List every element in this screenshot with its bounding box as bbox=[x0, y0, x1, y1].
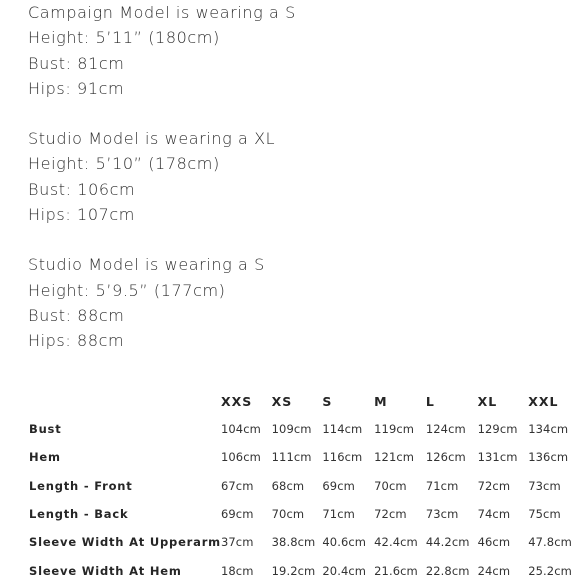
table-cell: 136cm bbox=[528, 450, 569, 465]
table-row bbox=[29, 472, 580, 500]
model-title: Studio Model is wearing a XL bbox=[28, 129, 276, 149]
model-block-campaign bbox=[28, 0, 568, 101]
model-block-studio-s bbox=[28, 252, 568, 353]
table-cell: 72cm bbox=[374, 507, 407, 522]
table-cell: 71cm bbox=[322, 507, 355, 522]
table-cell: 70cm bbox=[271, 507, 305, 522]
model-block-studio-xl bbox=[28, 126, 568, 227]
model-height: Height: 5’9.5” (177cm) bbox=[28, 280, 226, 300]
table-cell: 106cm bbox=[220, 450, 261, 465]
table-cell: 69cm bbox=[322, 478, 355, 493]
size-header-m: M bbox=[374, 393, 388, 409]
table-row bbox=[29, 500, 580, 528]
row-label: Sleeve Width At Hem bbox=[29, 563, 182, 578]
size-header-row bbox=[29, 387, 580, 415]
row-label: Sleeve Width At Upperarm bbox=[29, 535, 221, 550]
model-bust: Bust: 88cm bbox=[28, 305, 125, 325]
table-cell: 18cm bbox=[220, 563, 254, 578]
table-cell: 73cm bbox=[425, 507, 459, 522]
table-cell: 20.4cm bbox=[322, 563, 367, 578]
table-cell: 68cm bbox=[271, 478, 305, 493]
model-height: Height: 5’10” (178cm) bbox=[28, 154, 220, 174]
table-cell: 124cm bbox=[425, 422, 466, 437]
table-cell: 42.4cm bbox=[374, 535, 418, 550]
table-cell: 126cm bbox=[425, 450, 466, 465]
table-cell: 74cm bbox=[477, 507, 511, 522]
table-cell: 44.2cm bbox=[425, 535, 470, 550]
table-cell: 129cm bbox=[477, 422, 518, 437]
table-cell: 73cm bbox=[528, 478, 561, 493]
size-header-xs: XS bbox=[271, 393, 293, 409]
size-header-xxs: XXS bbox=[220, 393, 253, 409]
table-cell: 47.8cm bbox=[528, 535, 572, 550]
table-cell: 71cm bbox=[425, 478, 459, 493]
table-cell: 37cm bbox=[220, 535, 254, 550]
row-label: Length - Back bbox=[29, 507, 129, 522]
table-cell: 114cm bbox=[322, 422, 363, 437]
table-cell: 22.8cm bbox=[425, 563, 470, 578]
table-row bbox=[29, 556, 580, 584]
row-label: Bust bbox=[29, 422, 62, 437]
size-chart-table bbox=[29, 387, 580, 585]
table-cell: 67cm bbox=[220, 478, 254, 493]
size-header-l: L bbox=[425, 393, 435, 409]
table-row bbox=[29, 415, 580, 443]
model-bust: Bust: 106cm bbox=[28, 179, 136, 199]
table-cell: 46cm bbox=[477, 535, 511, 550]
table-cell: 72cm bbox=[477, 478, 511, 493]
model-title: Campaign Model is wearing a S bbox=[28, 3, 296, 22]
table-cell: 21.6cm bbox=[374, 563, 418, 578]
table-cell: 131cm bbox=[477, 450, 518, 465]
table-cell: 111cm bbox=[271, 450, 312, 465]
table-cell: 70cm bbox=[374, 478, 407, 493]
row-label: Length - Front bbox=[29, 478, 133, 493]
model-info bbox=[28, 0, 568, 379]
model-bust: Bust: 81cm bbox=[28, 53, 125, 73]
size-header-xl: XL bbox=[477, 393, 498, 409]
table-cell: 25.2cm bbox=[528, 563, 572, 578]
table-cell: 19.2cm bbox=[271, 563, 316, 578]
table-cell: 75cm bbox=[528, 507, 561, 522]
table-cell: 24cm bbox=[477, 563, 511, 578]
table-cell: 134cm bbox=[528, 422, 569, 437]
model-height: Height: 5’11” (180cm) bbox=[28, 28, 220, 48]
header-blank-cell bbox=[29, 387, 221, 415]
table-cell: 109cm bbox=[271, 422, 312, 437]
table-cell: 116cm bbox=[322, 450, 363, 465]
table-cell: 69cm bbox=[220, 507, 254, 522]
table-row bbox=[29, 443, 580, 471]
size-header-xxl: XXL bbox=[528, 393, 559, 409]
table-cell: 104cm bbox=[220, 422, 261, 437]
model-hips: Hips: 107cm bbox=[28, 205, 135, 225]
row-label: Hem bbox=[29, 450, 61, 465]
model-title: Studio Model is wearing a S bbox=[28, 255, 265, 275]
model-hips: Hips: 88cm bbox=[28, 331, 125, 351]
table-cell: 38.8cm bbox=[271, 535, 316, 550]
table-cell: 121cm bbox=[374, 450, 415, 465]
table-row bbox=[29, 528, 580, 556]
table-cell: 40.6cm bbox=[322, 535, 367, 550]
model-hips: Hips: 91cm bbox=[28, 78, 125, 98]
table-cell: 119cm bbox=[374, 422, 415, 437]
size-header-s: S bbox=[322, 393, 333, 409]
